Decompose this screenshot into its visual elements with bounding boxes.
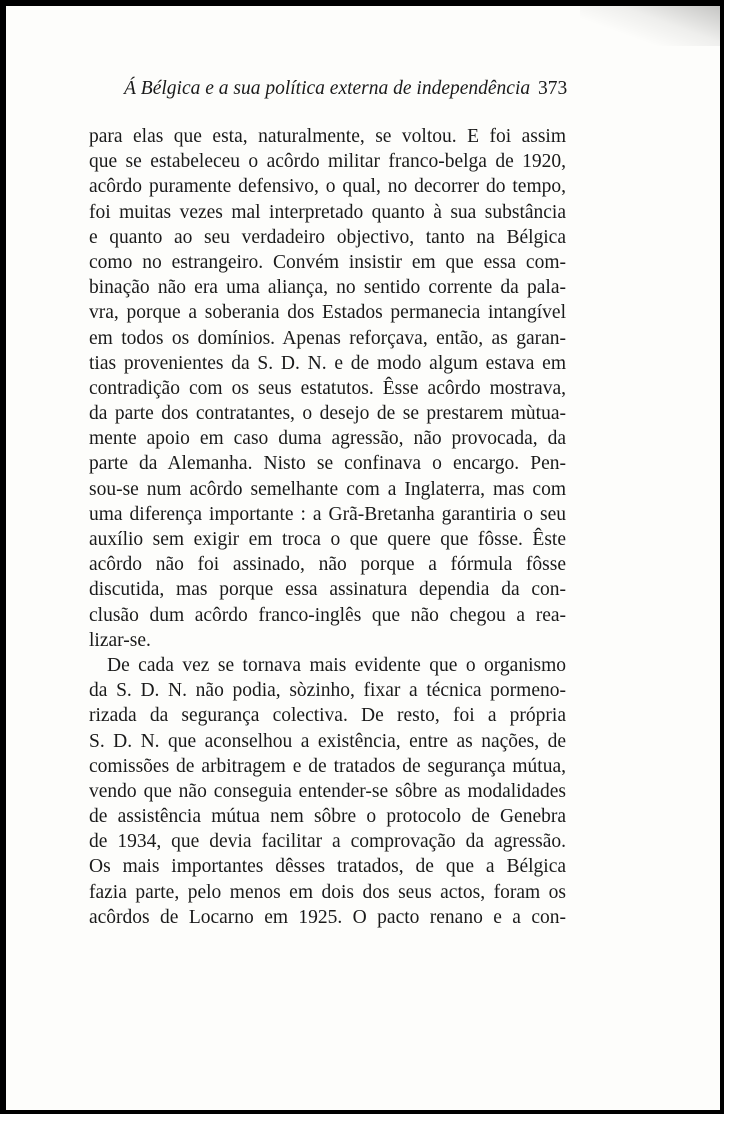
paragraph-2 <box>89 653 566 930</box>
text-line: foi muitas vezes mal interpretado quanto à sua substância <box>89 201 566 223</box>
text-line: uma diferença importante : a Grã-Bretanha garantiria o seu <box>89 503 566 525</box>
text-line: rizada da segurança colectiva. De resto, foi a própria <box>89 705 566 727</box>
text-line: clusão dum acôrdo franco-inglês que não chegou a rea- <box>89 604 566 626</box>
text-line: vendo que não conseguia entender-se sôbre as modalidades <box>89 780 566 802</box>
text-line: Os mais importantes dêsses tratados, de que a Bélgica <box>89 856 566 878</box>
text-line: que se estabeleceu o acôrdo militar franco-belga de 1920, <box>89 151 566 173</box>
text-line: S. D. N. que aconselhou a existência, entre as nações, de <box>89 730 566 752</box>
running-head-title: Á Bélgica e a sua política externa de independência <box>124 78 531 99</box>
text-line: De cada vez se tornava mais evidente que o organismo <box>107 654 566 676</box>
text-line: mente apoio em caso duma agressão, não provocada, da <box>89 428 566 450</box>
text-line: acôrdo não foi assinado, não porque a fórmula fôsse <box>89 554 566 576</box>
text-line: sou-se num acôrdo semelhante com a Inglaterra, mas com <box>89 478 566 500</box>
text-line: vra, porque a soberania dos Estados permanecia intangível <box>89 302 566 324</box>
text-line: para elas que esta, naturalmente, se voltou. E foi assim <box>89 126 566 147</box>
body-text <box>89 124 566 930</box>
text-line: de assistência mútua nem sôbre o protocolo de Genebra <box>89 806 566 828</box>
page-number: 373 <box>538 78 568 99</box>
text-line: acôrdos de Locarno em 1925. O pacto renano e a con- <box>89 906 566 928</box>
text-line: e quanto ao seu verdadeiro objectivo, tanto na Bélgica <box>89 226 566 248</box>
text-line: em todos os domínios. Apenas reforçava, então, as garan- <box>89 327 566 349</box>
text-line: da S. D. N. não podia, sòzinho, fixar a técnica pormeno- <box>89 680 566 702</box>
text-line: auxílio sem exigir em troca o que quere que fôsse. Êste <box>89 529 566 550</box>
text-line: contradição com os seus estatutos. Êsse acôrdo mostrava, <box>89 377 566 399</box>
text-line: parte da Alemanha. Nisto se confinava o encargo. Pen- <box>89 453 566 475</box>
text-line: da parte dos contratantes, o desejo de se prestarem mùtua- <box>89 403 566 425</box>
scan-shadow <box>580 6 720 46</box>
text-line: tias provenientes da S. D. N. e de modo algum estava em <box>89 352 566 374</box>
text-line: lizar-se. <box>89 629 151 651</box>
text-line: acôrdo puramente defensivo, o qual, no decorrer do tempo, <box>89 176 566 198</box>
text-line: discutida, mas porque essa assinatura dependia da con- <box>89 579 566 601</box>
text-line: de 1934, que devia facilitar a comprovação da agressão. <box>89 831 566 853</box>
text-line: comissões de arbitragem e de tratados de segurança mútua, <box>89 755 566 777</box>
text-line: fazia parte, pelo menos em dois dos seus actos, foram os <box>89 881 566 903</box>
paragraph-1 <box>89 124 566 653</box>
text-line: binação não era uma aliança, no sentido corrente da pala- <box>89 277 566 299</box>
text-line: como no estrangeiro. Convém insistir em que essa com- <box>89 251 566 273</box>
